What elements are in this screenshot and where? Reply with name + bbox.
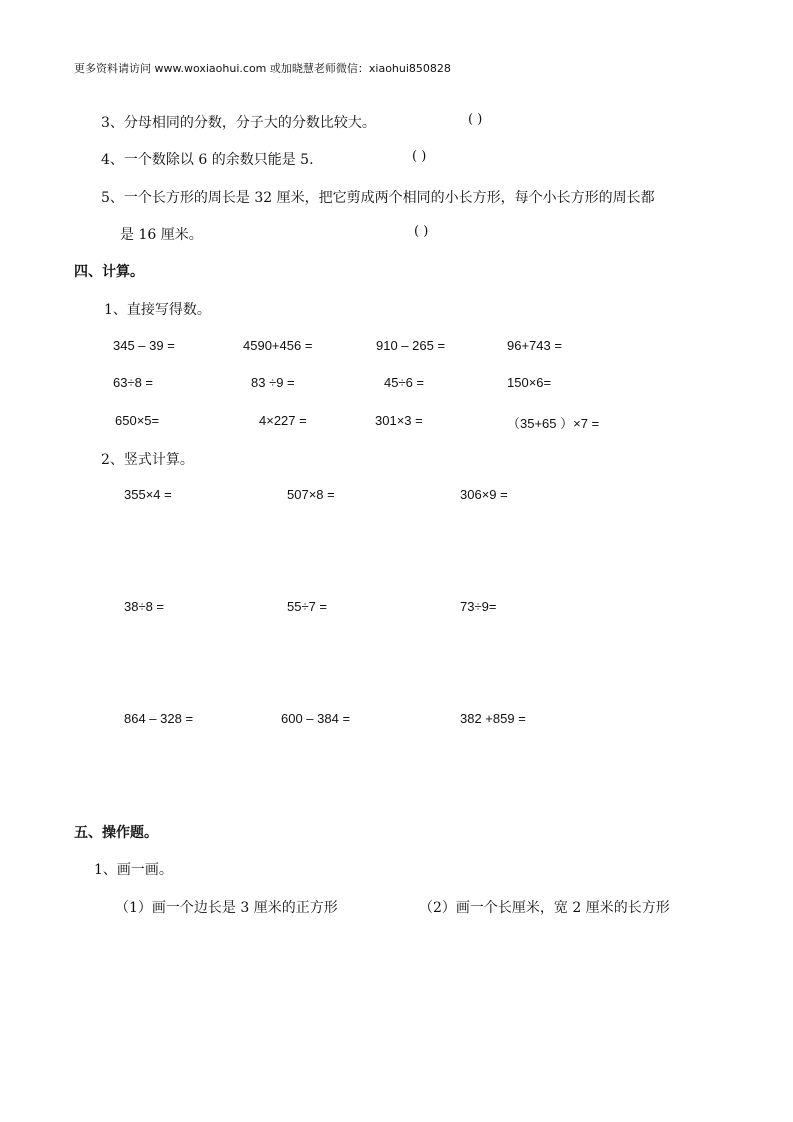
math-problem: 4×227 = (259, 413, 307, 428)
math-problem: 910 – 265 = (376, 338, 446, 353)
subsection-title: 2、竖式计算。 (101, 452, 194, 468)
answer-parentheses: ( ) (468, 112, 483, 127)
math-problem: 355×4 = (124, 487, 172, 502)
math-problem: 83 ÷9 = (251, 375, 295, 390)
math-problem: 45÷6 = (384, 375, 425, 390)
math-problem: 382 +859 = (460, 711, 526, 726)
math-problem: 600 – 384 = (281, 711, 351, 726)
subsection-title: 1、直接写得数。 (104, 302, 211, 318)
answer-parentheses: ( ) (414, 224, 429, 239)
math-problem: 55÷7 = (287, 599, 328, 614)
page-header: 更多资料请访问 www.woxiaohui.com 或加晓慧老师微信：xiaohui850828 (74, 62, 451, 75)
math-problem: 38÷8 = (124, 599, 165, 614)
subsection-title: 1、画一画。 (94, 862, 173, 878)
tf-item-4: 4、一个数除以 6 的余数只能是 5. (101, 152, 314, 168)
math-problem: 301×3 = (375, 413, 423, 428)
math-problem: 650×5= (115, 413, 160, 428)
math-problem: 96+743 = (507, 338, 562, 353)
section-title: 五、操作题。 (74, 825, 158, 841)
drawing-task: （2）画一个长厘米，宽 2 厘米的长方形 (419, 900, 670, 916)
math-problem: 63÷8 = (113, 375, 154, 390)
math-problem: 864 – 328 = (124, 711, 194, 726)
tf-item-5-continued: 是 16 厘米。 (120, 227, 203, 243)
math-problem: 4590+456 = (243, 338, 313, 353)
math-problem: 507×8 = (287, 487, 335, 502)
math-problem: 345 – 39 = (113, 338, 175, 353)
answer-parentheses: ( ) (412, 149, 427, 164)
tf-item-3: 3、分母相同的分数，分子大的分数比较大。 (101, 115, 376, 131)
math-problem: 150×6= (507, 375, 552, 390)
math-problem: 73÷9= (460, 599, 497, 614)
tf-item-5: 5、一个长方形的周长是 32 厘米，把它剪成两个相同的小长方形，每个小长方形的周长都 (101, 190, 655, 206)
section-title: 四、计算。 (74, 264, 144, 280)
drawing-task: （1）画一个边长是 3 厘米的正方形 (115, 900, 338, 916)
math-problem: （35+65 ）×7 = (507, 416, 600, 431)
math-problem: 306×9 = (460, 487, 508, 502)
